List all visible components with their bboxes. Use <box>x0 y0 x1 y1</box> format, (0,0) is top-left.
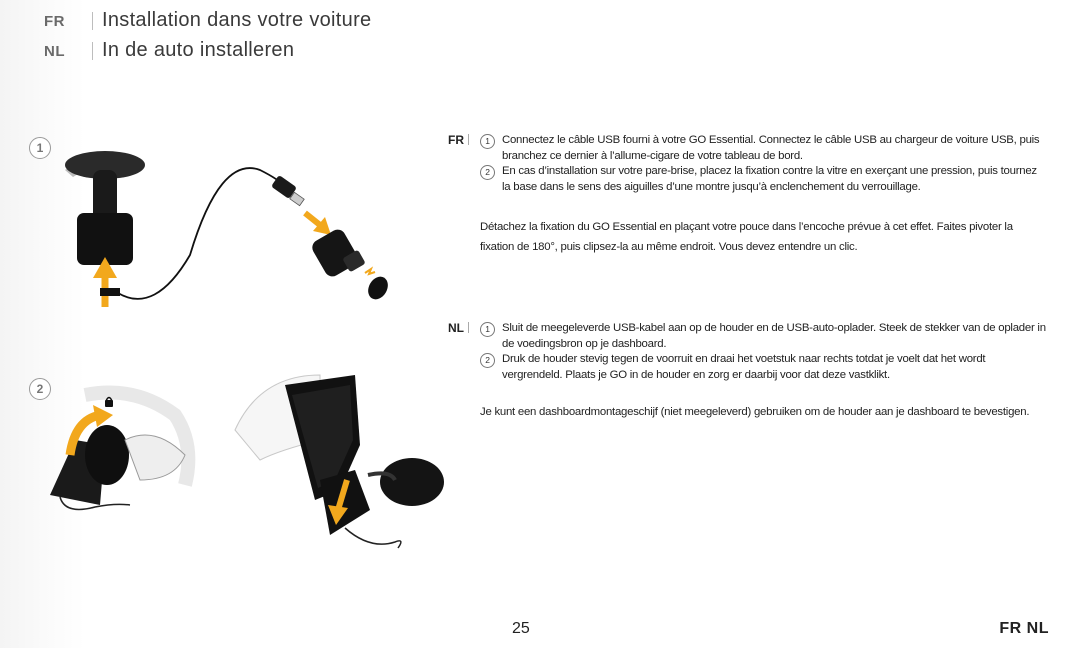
instruction-step <box>448 352 1048 383</box>
instruction-note-nl: Je kunt een dashboardmontageschijf (niet meegeleverd) gebruiken om de houder aan je dashboard te bevestigen. <box>480 406 1030 419</box>
device-in-holder-illustration <box>220 370 450 550</box>
step-1-badge: 1 <box>29 137 51 159</box>
title-lang-fr: FR <box>44 13 65 30</box>
mount-usb-cable-illustration <box>55 125 405 315</box>
step-number: 1 <box>480 322 495 337</box>
step-number: 2 <box>480 353 495 368</box>
instruction-step <box>448 164 1048 195</box>
title-separator <box>92 42 93 60</box>
twist-lock-illustration <box>45 385 205 525</box>
step-2-badge: 2 <box>29 378 51 400</box>
page-title-fr: Installation dans votre voiture <box>102 9 372 31</box>
section-lang-nl: NL <box>448 321 469 335</box>
page-number: 25 <box>512 620 530 637</box>
step-text: En cas d’installation sur votre pare-brise, placez la fixation contre la vitre en exerçant une pression, puis tournez la base dans le sens des aiguilles d’une montre jusqu’à enclenchement du verrouillage. <box>502 165 1037 193</box>
instruction-step <box>448 133 1048 164</box>
title-separator <box>92 12 93 30</box>
instruction-step <box>448 321 1048 352</box>
title-fr <box>44 9 371 32</box>
step-number: 2 <box>480 165 495 180</box>
step-text: Druk de houder stevig tegen de voorruit en draai het voetstuk naar rechts totdat je voelt dat het wordt vergrendeld. Plaats je GO in de houder en zorg er daarbij voor dat deze vastklikt. <box>502 353 986 381</box>
instruction-note-fr: Détachez la fixation du GO Essential en plaçant votre pouce dans l’encoche prévue à cet effet. Faites pivoter la fixation de 180°, puis clipsez-la au même endroit. Vous devez entendre un clic. <box>480 221 1013 254</box>
step-number: 1 <box>480 134 495 149</box>
step-text: Sluit de meegeleverde USB-kabel aan op de houder en de USB-auto-oplader. Steek de stekker van de oplader in de voedingsbron op je dashboard. <box>502 322 1046 350</box>
step-text: Connectez le câble USB fourni à votre GO Essential. Connectez le câble USB au chargeur de voiture USB, puis branchez ce dernier à l’allume-cigare de votre tableau de bord. <box>502 134 1040 162</box>
page-gutter-shadow <box>0 0 85 648</box>
title-lang-nl: NL <box>44 43 65 60</box>
section-lang-fr: FR <box>448 133 469 147</box>
instructions-nl <box>448 321 1048 422</box>
page-title-nl: In de auto installeren <box>102 39 295 61</box>
instructions-fr <box>448 133 1048 257</box>
language-footer: FR NL <box>999 620 1049 637</box>
title-nl <box>44 39 294 62</box>
